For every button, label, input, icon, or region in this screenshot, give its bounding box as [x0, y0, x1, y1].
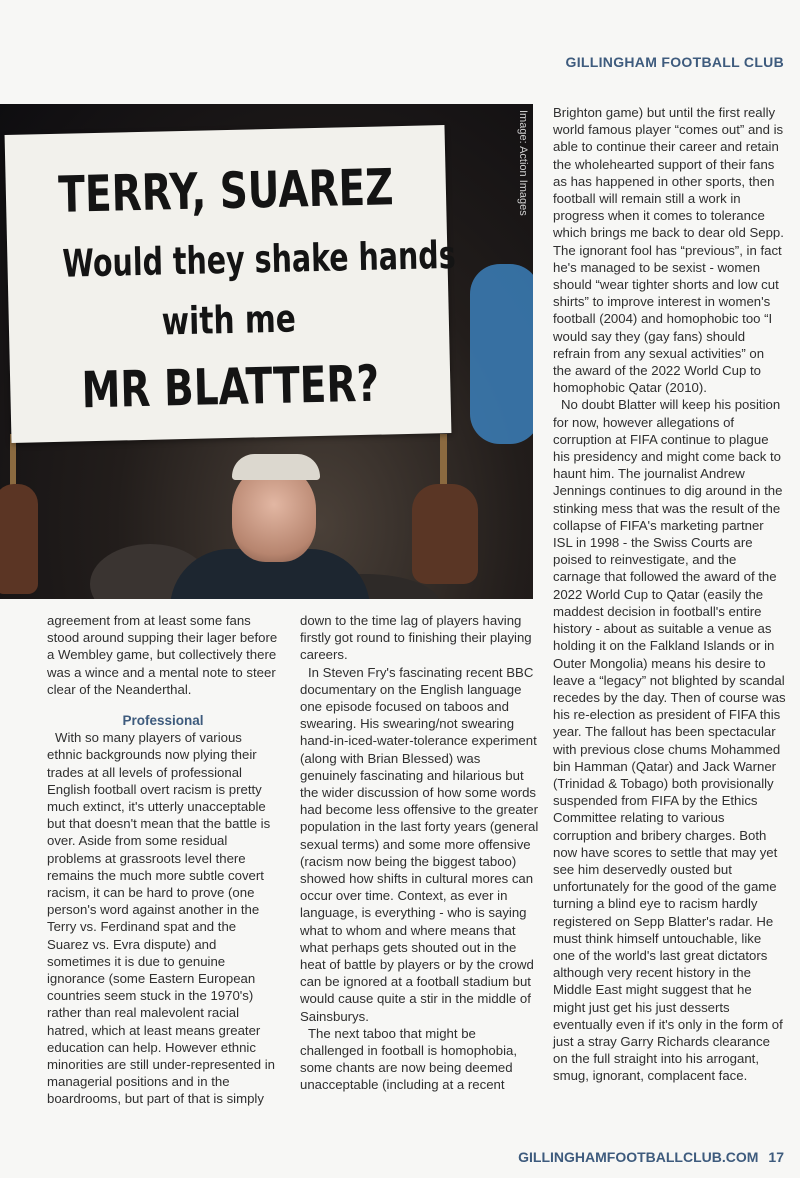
article-column-1: [47, 612, 279, 1108]
crowd-figure: [470, 264, 533, 444]
page-footer: [518, 1149, 784, 1165]
paragraph: With so many players of various ethnic backgrounds now plying their trades at all levels of professional English football overt racism is pretty much extinct, it's utterly unacceptable but that doesn't mean that the battle is over. Aside from some residual problems at grassroots level there remains the much more subtle covert racism, it can be hard to prove (one person's word against another in the Terry vs. Ferdinand spat and the Suarez vs. Evra dispute) and sometimes it is due to genuine ignorance (some Eastern European countries seem stuck in the 1970's) rather than real malevolent racial hatred, which at least means greater education can help. However ethnic minorities are still under-represented in managerial positions and in the boardrooms, but part of that is simply: [47, 730, 275, 1107]
sign-line: Would they shake hands: [61, 232, 457, 286]
article-column-3: [553, 104, 786, 1085]
sign-line: MR BLATTER?: [80, 354, 380, 420]
subheading: Professional: [122, 713, 204, 729]
paragraph: No doubt Blatter will keep his position for now, however allegations of corruption at FIFA continue to plague his presidency and might come back to haunt him. The journalist Andrew Jennings continues to dig around in the stinking mess that was the result of the collapse of FIFA's marketing partner ISL in 1998 - the Swiss Courts are poised to reinvestigate, and the carnage that followed the award of the 2022 World Cup to Qatar (easily the maddest decision in football's entire history - about as suitable a venue as holding it on the Falkland Islands or in Outer Mongolia) means his desire to leave a “legacy” not blighted by scandal recedes by the day. Then of course was his re-election as president of FIFA this year. The fallout has been spectacular with previous close chums Mohammed bin Hamman (Qatar) and Jack Warner (Trinidad & Tobago) both provisionally suspended from FIFA by the Ethics Committee relating to various corruption and bribery charges. Both now have scores to settle that may yet see him deservedly ousted but unfortunately for the good of the game turning a blind eye to racism hardly registered on Sepp Blatter's radar. He must think himself untouchable, like one of the world's last great dictators although very recent history in the Middle East might suggest that he might just get his just desserts eventually even if it's only in the form of just a stray Garry Richards clearance on the full straight into his arrogant, smug, ignorant, complacent face.: [553, 397, 786, 1084]
paragraph: down to the time lag of players having firstly got round to finishing their playing careers.: [300, 613, 532, 663]
sign-line: with me: [161, 296, 297, 344]
footer-website: GILLINGHAMFOOTBALLCLUB.COM: [518, 1149, 759, 1165]
hand: [0, 484, 38, 594]
fan-face: [232, 466, 316, 562]
sign-line: TERRY, SUAREZ: [57, 158, 395, 224]
paragraph: agreement from at least some fans stood around supping their lager before a Wembley game, but collectively there was a wince and a mental note to steer clear of the Neanderthal.: [47, 613, 278, 697]
page-number: 17: [768, 1149, 784, 1165]
hand: [412, 484, 478, 584]
image-credit: Image: Action Images: [517, 110, 529, 216]
paragraph: Brighton game) but until the first really world famous player “comes out” and is able to continue their career and retain the wholehearted support of their fans as has happened in other sports, then football will remain still a work in progress when it comes to tolerance which brings me back to dear old Sepp. The ignorant fool has “previous”, in fact he's managed to be sexist - women should “wear tighter shorts and low cut shirts” to improve interest in women's football (2004) and homophobic too “I would say they (gay fans) should refrain from any sexual activities” on the award of the 2022 World Cup to homophobic Qatar (2010).: [553, 105, 784, 396]
article-column-2: [300, 612, 540, 1094]
protest-sign: [5, 125, 457, 443]
running-header: GILLINGHAM FOOTBALL CLUB: [565, 54, 784, 70]
protest-photo: [0, 104, 533, 599]
fan-cap: [232, 454, 320, 480]
paragraph: The next taboo that might be challenged in football is homophobia, some chants are now being deemed unacceptable (including at a recent: [300, 1025, 518, 1093]
paragraph: In Steven Fry's fascinating recent BBC documentary on the English language one episode focused on taboos and swearing. His swearing/not swearing hand-in-iced-water-tolerance experiment (along with Brian Blessed) was genuinely fascinating and hilarious but the wider discussion of how some words had become less offensive to the greater population in the last forty years (general sexual terms) and some more offensive (racism now being the biggest taboo) showed how shifts in cultural mores can occur over time. Context, as ever in language, is everything - who is saying what to whom and where means that what perhaps gets shouted out in the heat of battle by players or by the crowd can be ignored at a football stadium but would cause quite a stir in the middle of Sainsburys.: [300, 664, 539, 1024]
